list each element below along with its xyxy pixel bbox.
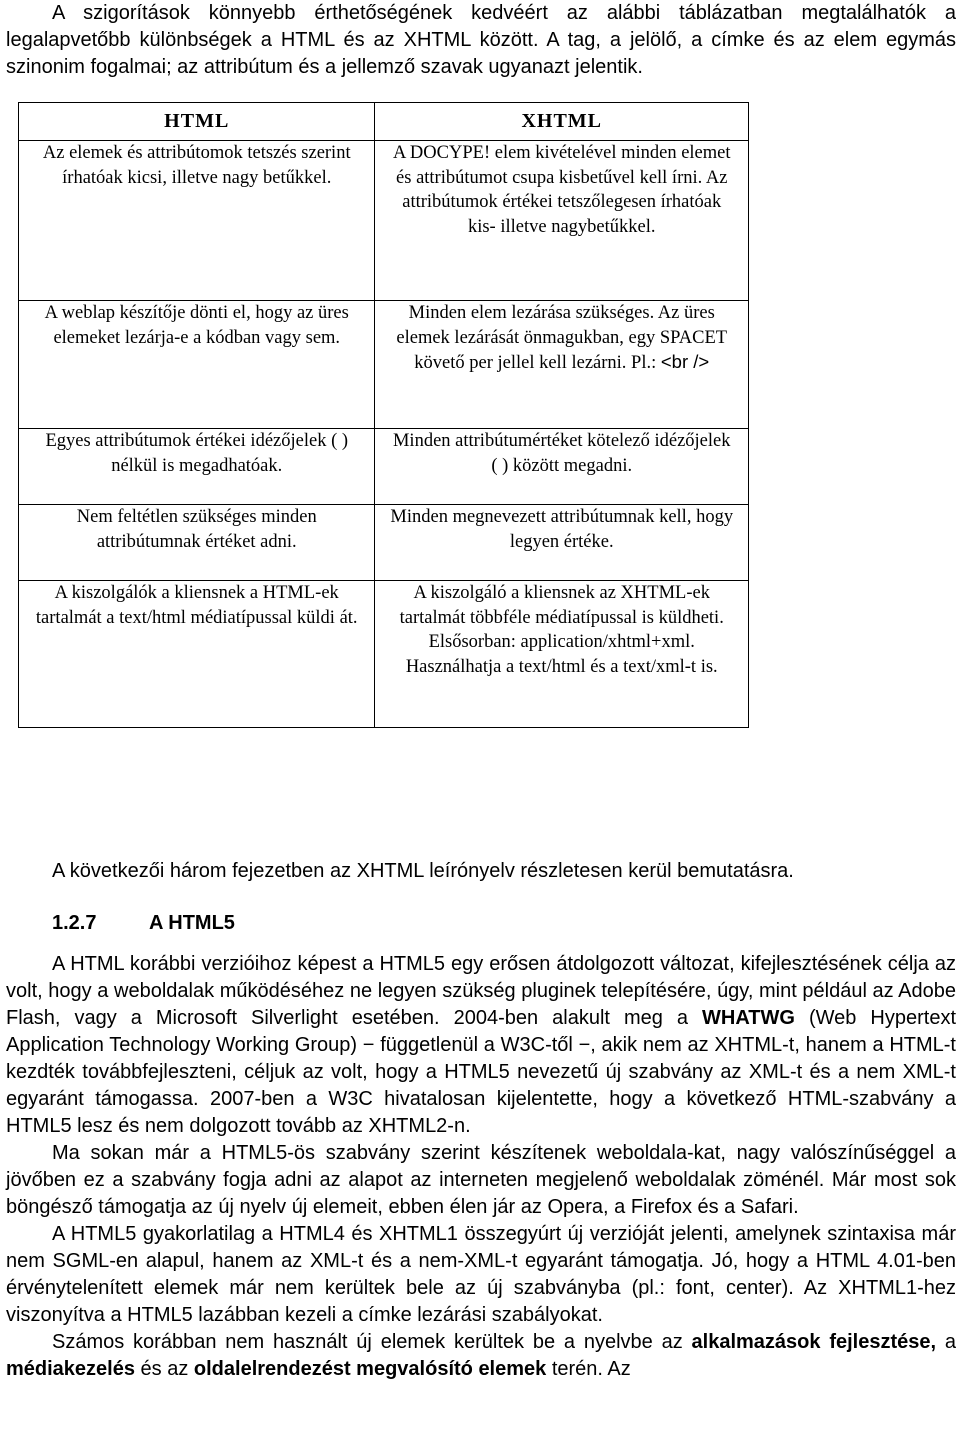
table-cell: Egyes attribútumok értékei idézőjelek ( ) nélkül is megadhatóak.: [19, 429, 375, 505]
body-text: [6, 951, 956, 1383]
paragraph: [6, 1329, 956, 1383]
paragraph: Ma sokan már a HTML5-ös szabvány szerint készítenek weboldala-kat, nagy valószínűséggel a jövőben ez a szabvány fogja adni az alapot az interneten megjelenő weboldalak zöménél. Már most sok böngésző támogatja az új nyelv új elemeit, ebben élen jár az Opera, a Firefox és a Safari.: [6, 1142, 956, 1218]
table-cell: A weblap készítője dönti el, hogy az üres elemeket lezárja-e a kódban vagy sem.: [19, 301, 375, 429]
table-row: [19, 429, 749, 505]
table-cell-text: Minden elem lezárása szükséges. Az üres elemek lezárását önmagukban, egy SPACET követő per jellel kell lezárni.: [396, 303, 728, 373]
table-cell: A kiszolgálók a kliensnek a HTML-ek tartalmát a text/html médiatípussal küldi át.: [19, 581, 375, 728]
table-cell: A kiszolgáló a kliensnek az XHTML-ek tartalmát többféle médiatípussal is küldheti. Elsősorban: application/xhtml+xml. Használhatja a text/html és a text/xml-t is.: [375, 581, 749, 728]
intro-paragraph: A szigorítások könnyebb érthetőségének kedvéért az alábbi táblázatban megtalálhatók a legalapvetőbb különbségek a HTML és az XHTML között. A tag, a jelölő, a címke és az elem egymás szinonim fogalmai; az attribútum és a jellemző szavak ugyanazt jelentik.: [6, 2, 956, 78]
table-cell: Minden attribútumértéket kötelező idézőjelek ( ) között megadni.: [375, 429, 749, 505]
following-sentence: A következői három fejezetben az XHTML leírónyelv részletesen kerül bemutatásra.: [52, 860, 794, 882]
paragraph-text: a: [936, 1331, 957, 1353]
table-header-html: HTML: [19, 103, 375, 141]
section-title: A HTML5: [149, 912, 235, 934]
bold-term: alkalmazások fejlesztése,: [691, 1331, 937, 1353]
section-heading: [52, 912, 235, 935]
table-row: [19, 505, 749, 581]
paragraph-text: terén. Az: [546, 1358, 631, 1380]
table-cell: Minden megnevezett attribútumnak kell, hogy legyen értéke.: [375, 505, 749, 581]
comparison-table: [18, 102, 749, 728]
bold-term: oldalelrendezést megvalósító elemek: [193, 1358, 547, 1380]
table-cell: Az elemek és attribútomok tetszés szerint írhatóak kicsi, illetve nagy betűkkel.: [19, 141, 375, 301]
table-cell: A DOCYPE! elem kivételével minden elemet és attribútumot csupa kisbetűvel kell írni. Az attribútumok értékei tetszőlegesen írhatóak kis- illetve nagybetűkkel.: [375, 141, 749, 301]
section-number: 1.2.7: [52, 912, 97, 934]
table-row: [19, 301, 749, 429]
bold-term: médiakezelés: [6, 1358, 135, 1380]
paragraph: A HTML5 gyakorlatilag a HTML4 és XHTML1 összegyúrt új verzióját jelenti, amelynek szintaxisa már nem SGML-en alapul, hanem az XML-t és a nem-XML-t egyaránt támogatja. Jó, hogy a HTML 4.01-ben érvénytelenített elemek már nem kerültek bele az új szabványba (pl.: font, center). Az XHTML1-hez viszonyítva a HTML5 lazábban kezeli a címke lezárási szabályokat.: [6, 1223, 956, 1326]
example-prefix: Pl.:: [631, 353, 661, 373]
table-header-xhtml: XHTML: [375, 103, 749, 141]
table-row: [19, 581, 749, 728]
paragraph-text: A HTML korábbi verzióihoz képest a HTML5 egy erősen átdolgozott változat, kifejlesztésének célja az volt, hogy a weboldalak működéséhez ne legyen szükség pluginek telepítésére, úgy, mint például az Adobe Flash, vagy a Microsoft Silverlight esetében. 2004-ben alakult meg a: [6, 953, 956, 1029]
table-cell: Nem feltétlen szükséges minden attribútumnak értéket adni.: [19, 505, 375, 581]
paragraph-text: (Web Hypertext Application Technology Working Group) − függetlenül a W3C-től −, akik nem az XHTML-t, hanem a HTML-t kezdték továbbfejleszteni, céljuk az volt, hogy a HTML5 nevezetű új szabvány az XML-t és a nem XML-t egyaránt támogassa. 2007-ben a W3C hivatalosan kijelentette, hogy a következő HTML-szabvány a HTML5 lesz és nem dolgozott tovább az XHTML2-n.: [6, 1007, 957, 1137]
bold-term: WHATWG: [702, 1007, 795, 1029]
paragraph-text: és az: [134, 1358, 194, 1380]
paragraph: [6, 951, 956, 1140]
paragraph-text: Számos korábban nem használt új elemek kerültek be a nyelvbe az: [52, 1331, 692, 1353]
table-row: [19, 141, 749, 301]
example-code: <br />: [660, 351, 710, 372]
table-cell: [375, 301, 749, 429]
